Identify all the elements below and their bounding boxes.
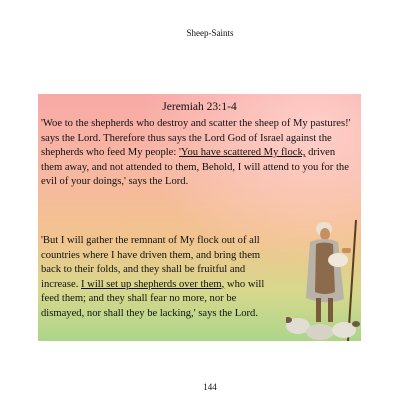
scripture-card <box>38 94 361 341</box>
verse-text: driven them away, and not attended to them, Behold, I will attend to you for the evil of your doings,' says the Lord. <box>41 147 349 187</box>
verse-paragraph-2 <box>41 234 266 321</box>
running-header: Sheep-Saints <box>186 28 234 38</box>
verse-text: who will feed them; and they shall fear no more, nor be dismayed, nor shall they be lacking,' says the Lord. <box>41 278 265 319</box>
underlined-verse-text: I will set up shepherds over them, <box>81 278 225 290</box>
page-number: 144 <box>203 382 217 392</box>
scripture-reference: Jeremiah 23:1-4 <box>162 101 237 113</box>
verse-text: 'But I will gather the remnant of My flock out of all countries where I have driven them, and bring them back to their folds, and they shall be fruitful and increase. <box>41 235 261 290</box>
verse-paragraph-1 <box>41 117 356 190</box>
verse-text: 'Woe to the shepherds who destroy and scatter the sheep of My pastures!' says the Lord. Therefore thus says the Lord God of Israel against the shepherds who feed My people: <box>41 118 351 158</box>
underlined-verse-text: 'You have scattered My flock, <box>178 147 306 158</box>
shepherd-illustration <box>286 214 361 341</box>
